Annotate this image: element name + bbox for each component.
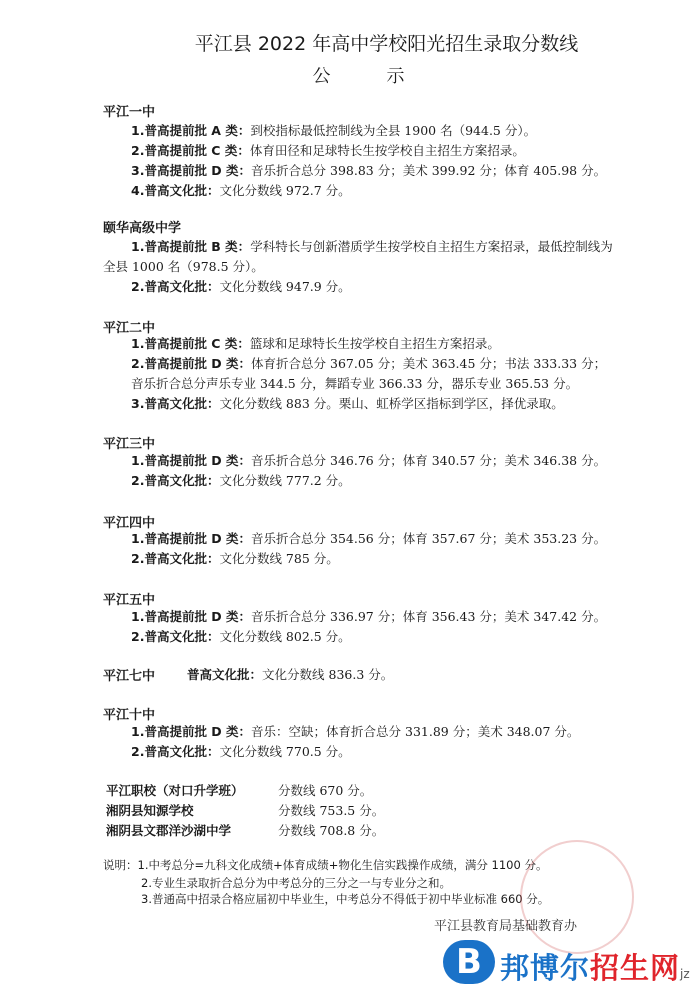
list-item: 1.普高提前批 D 类：音乐折合总分 354.56 分；体育 357.67 分；美术 353.23 分。 (131, 531, 607, 546)
list-item: 2.普高文化批：文化分数线 777.2 分。 (131, 473, 351, 488)
issuer-name: 平江县教育局基础教育办 (434, 919, 578, 934)
list-item: 4.普高文化批：文化分数线 972.7 分。 (131, 183, 351, 198)
list-item: 2.普高提前批 D 类：体育折合总分 367.05 分；美术 363.45 分；书法 333.33 分； (131, 356, 607, 371)
list-item-continuation: 全县 1000 名（978.5 分）。 (103, 259, 264, 274)
watermark-logo-icon: B (443, 940, 495, 984)
official-seal (520, 840, 634, 954)
school-heading: 平江四中 (103, 516, 156, 531)
school-heading: 平江五中 (103, 593, 156, 608)
notes-line: 3.普通高中招录合格应届初中毕业生，中考总分不得低于初中毕业标准 660 分。 (141, 892, 550, 906)
list-item: 1.普高提前批 D 类：音乐折合总分 336.97 分；体育 356.43 分；美术 347.42 分。 (131, 609, 607, 624)
list-item: 1.普高提前批 B 类：学科特长与创新潜质学生按学校自主招生方案招录，最低控制线为 (131, 239, 613, 254)
school-heading: 颐华高级中学 (103, 221, 182, 236)
list-item: 1.普高提前批 D 类：音乐折合总分 346.76 分；体育 340.57 分；美术 346.38 分。 (131, 453, 607, 468)
list-item: 2.普高提前批 C 类：体育田径和足球特长生按学校自主招生方案招录。 (131, 143, 525, 158)
notes-line: 2.专业生录取折合总分为中考总分的三分之一与专业分之和。 (141, 876, 451, 890)
school-heading: 平江三中 (103, 437, 156, 452)
document-subtitle: 公示 (312, 66, 461, 87)
list-item: 3.普高提前批 D 类：音乐折合总分 398.83 分；美术 399.92 分；体育 405.98 分。 (131, 163, 607, 178)
notes-line: 说明：1.中考总分=九科文化成绩+体育成绩+物化生信实践操作成绩，满分 1100 分。 (103, 858, 548, 872)
school-score-row: 平江职校（对口升学班） 分数线 670 分。 (106, 783, 373, 798)
school-heading: 平江二中 (103, 321, 156, 336)
school-score-row: 湘阴县知源学校 分数线 753.5 分。 (106, 803, 385, 818)
list-item: 普高文化批：文化分数线 836.3 分。 (187, 667, 394, 682)
list-item-continuation: 音乐折合总分声乐专业 344.5 分，舞蹈专业 366.33 分，器乐专业 365.53 分。 (131, 376, 579, 391)
school-heading: 平江十中 (103, 708, 156, 723)
list-item: 1.普高提前批 C 类：篮球和足球特长生按学校自主招生方案招录。 (131, 336, 500, 351)
list-item: 2.普高文化批：文化分数线 785 分。 (131, 551, 339, 566)
school-score-row: 湘阴县文郡洋沙湖中学 分数线 708.8 分。 (106, 823, 385, 838)
list-item: 2.普高文化批：文化分数线 770.5 分。 (131, 744, 351, 759)
list-item: 2.普高文化批：文化分数线 947.9 分。 (131, 279, 351, 294)
school-heading: 平江一中 (103, 105, 156, 120)
list-item: 3.普高文化批：文化分数线 883 分。栗山、虹桥学区指标到学区，择优录取。 (131, 396, 564, 411)
list-item: 2.普高文化批：文化分数线 802.5 分。 (131, 629, 351, 644)
school-heading: 平江七中 (103, 669, 156, 684)
list-item: 1.普高提前批 D 类：音乐：空缺；体育折合总分 331.89 分；美术 348.07 分。 (131, 724, 580, 739)
list-item: 1.普高提前批 A 类：到校指标最低控制线为全县 1900 名（944.5 分）。 (131, 123, 537, 138)
watermark-text: 邦博尔招生网jz (500, 951, 690, 985)
document-title: 平江县 2022 年高中学校阳光招生录取分数线 (194, 33, 579, 55)
